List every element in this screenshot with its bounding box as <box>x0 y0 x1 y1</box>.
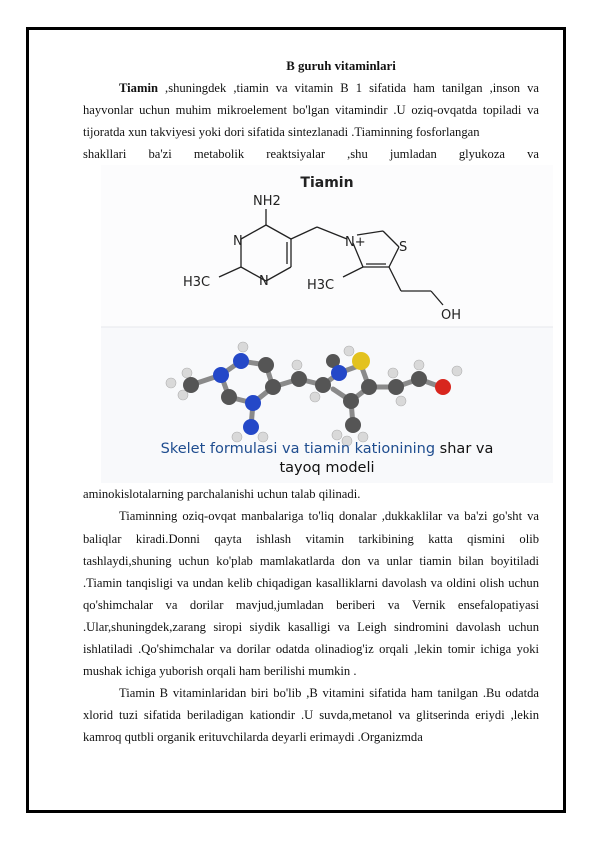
label-n1: N <box>233 234 243 250</box>
paragraph-1 <box>83 77 539 143</box>
label-n2: N <box>259 274 269 290</box>
paragraph-1-text: ,shuningdek ,tiamin va vitamin B 1 sifatida ham tanilgan ,inson va hayvonlar uchun muhim mikroelement bo'lgan vitamindir .U oziq-ovqatda topiladi va tijoratda xun takviyesi yoki dori sifatida sintezlanadi .Tiaminning fosforlangan <box>83 81 539 140</box>
page-title: B guruh vitaminlari <box>286 59 396 73</box>
label-nh2: NH2 <box>253 194 281 210</box>
label-oh: OH <box>441 308 462 324</box>
paragraph-1-last-line: shakllari ba'zi metabolik reaktsiyalar ,shu jumladan glyukoza va <box>83 147 539 162</box>
label-h3c-2: H3C <box>307 278 335 294</box>
figure-caption-line-1 <box>101 440 553 458</box>
caption-blue: Skelet formulasi va tiamin kationining <box>160 441 436 458</box>
paragraph-2: Tiaminning oziq-ovqat manbalariga to'liq donalar ,dukkaklilar va ba'zi go'sht va baliqlar kiradi.Donni qayta ishlash vitamin tarkibining katta qismini olib tashlaydi,shuning uchun ko'plab mamlakatlarda don va unlar tiamin bilan boyitiladi .Tiamin tanqisligi va undan kelib chiqadigan kasalliklarni davolash va oldini olish uchun qo'shimchalar va dorilar mavjud,jumladan beriberi va Vernik ensefalopatiyasi .Ular,shuningdek,zarang siropi siydik kasalligi va Leigh sindromini davolash uchun ishlatiladi .Qo'shimchalar va dorilar odatda olinadiog'iz orqali ,lekin tomir ichiga yoki mushak ichiga yuborish orqali ham berilishi mumkin . <box>83 509 539 679</box>
caption-black: shar va <box>435 441 494 458</box>
bold-term: Tiamin <box>119 81 158 95</box>
figure-caption-line-2: tayoq modeli <box>279 460 375 477</box>
paragraph-1-continued: aminokislotalarning parchalanishi uchun talab qilinadi. <box>83 487 361 502</box>
thiamine-structure-diagram <box>101 165 553 483</box>
ball-and-stick-model <box>166 342 462 446</box>
label-s: S <box>399 240 408 256</box>
label-h3c-1: H3C <box>183 275 211 291</box>
thiamine-figure <box>101 165 553 483</box>
label-n-plus: N+ <box>345 235 366 251</box>
paragraph-3: Tiamin B vitaminlaridan biri bo'lib ,B vitamini sifatida ham tanilgan .Bu odatda xlorid tuzi sifatida beriladigan kationdir .U suvda,metanol va glitserinda eriydi ,lekin kamroq qutbli organik erituvchilarda deyarli erimaydi .Organizmda <box>83 686 539 745</box>
figure-heading: Tiamin <box>300 175 354 192</box>
document-page <box>83 55 539 749</box>
